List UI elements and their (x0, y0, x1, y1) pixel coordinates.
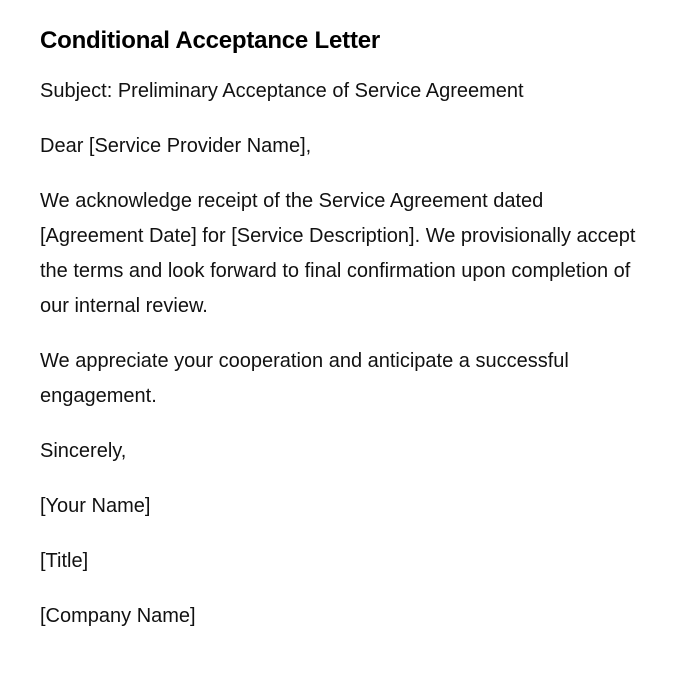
body-paragraph-1: We acknowledge receipt of the Service Agreement dated [Agreement Date] for [Service Description]. We provisionally accept the terms and look forward to final confirmation upon completion of our internal review. (40, 190, 636, 317)
body-paragraph-2: We appreciate your cooperation and anticipate a successful engagement. (40, 350, 569, 407)
signature-name: [Your Name] (40, 495, 151, 517)
greeting: Dear [Service Provider Name], (40, 135, 312, 157)
closing: Sincerely, (40, 440, 127, 462)
letter-title: Conditional Acceptance Letter (40, 27, 381, 54)
signature-title: [Title] (40, 550, 89, 572)
subject-line: Subject: Preliminary Acceptance of Service Agreement (40, 80, 524, 102)
signature-company: [Company Name] (40, 605, 196, 627)
